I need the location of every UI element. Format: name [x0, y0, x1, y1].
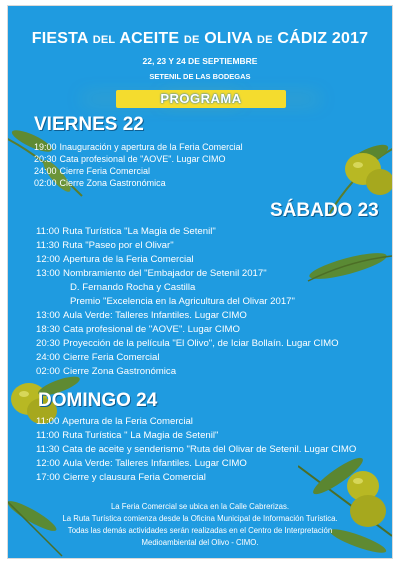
list-item: 11:00 Ruta Turística " La Magia de Setenil" — [36, 430, 219, 441]
poster — [8, 6, 392, 558]
list-item: 11:30 Cata de aceite y senderismo "Ruta del Olivar de Setenil. Lugar CIMO — [36, 444, 357, 455]
event-place: SETENIL DE LAS BODEGAS — [149, 72, 251, 81]
programa-label: PROGRAMA — [160, 91, 242, 106]
list-item: 02:00 Cierre Zona Gastronómica — [36, 366, 177, 377]
list-item: 17:00 Cierre y clausura Feria Comercial — [36, 472, 206, 483]
list-item: 18:30 Cata profesional de "AOVE". Lugar CIMO — [36, 324, 240, 335]
footer-line: Medioambiental del Olivo - CIMO. — [141, 538, 259, 547]
list-item: 20:30 Cata profesional de "AOVE". Lugar CIMO — [34, 154, 226, 164]
footer-line: La Feria Comercial se ubica en la Calle Cabrerizas. — [110, 502, 290, 511]
programa-banner — [116, 90, 286, 108]
list-item: 11:30 Ruta "Paseo por el Olivar" — [36, 240, 174, 251]
list-item: Premio "Excelencia en la Agricultura del Olivar 2017" — [70, 296, 295, 307]
day-heading-sunday: DOMINGO 24 — [38, 390, 158, 411]
list-item: 13:00 Nombramiento del "Embajador de Setenil 2017" — [36, 268, 267, 279]
footer-line: La Ruta Turística comienza desde la Oficina Municipal de Información Turística. — [62, 514, 338, 523]
event-dates: 22, 23 Y 24 DE SEPTIEMBRE — [142, 56, 258, 66]
list-item: 24:00 Cierre Feria Comercial — [36, 352, 160, 363]
list-item: 11:00 Apertura de la Feria Comercial — [36, 416, 193, 427]
day-heading-friday: VIERNES 22 — [34, 114, 144, 135]
list-item: 11:00 Ruta Turística "La Magia de Setenil" — [36, 226, 216, 237]
list-item: 24:00 Cierre Feria Comercial — [34, 166, 151, 176]
list-item: 12:00 Aula Verde: Talleres Infantiles. Lugar CIMO — [36, 458, 247, 469]
footer-line: Todas las demás actividades serán realizadas en el Centro de Interpretación — [67, 526, 333, 535]
day-heading-saturday: SÁBADO 23 — [270, 200, 379, 221]
list-item: 12:00 Apertura de la Feria Comercial — [36, 254, 194, 265]
list-item: D. Fernando Rocha y Castilla — [70, 282, 196, 293]
list-item: 02:00 Cierre Zona Gastronómica — [34, 178, 166, 188]
poster-title: FIESTA DEL ACEITE DE OLIVA DE CÁDIZ 2017 — [31, 30, 369, 47]
list-item: 20:30 Proyección de la película "El Olivo", de Iciar Bollaín. Lugar CIMO — [36, 338, 339, 349]
olive-branch-right-mid-icon — [298, 236, 392, 296]
list-item: 13:00 Aula Verde: Talleres Infantiles. Lugar CIMO — [36, 310, 247, 321]
list-item: 19:00 Inauguración y apertura de la Feria Comercial — [34, 142, 243, 152]
